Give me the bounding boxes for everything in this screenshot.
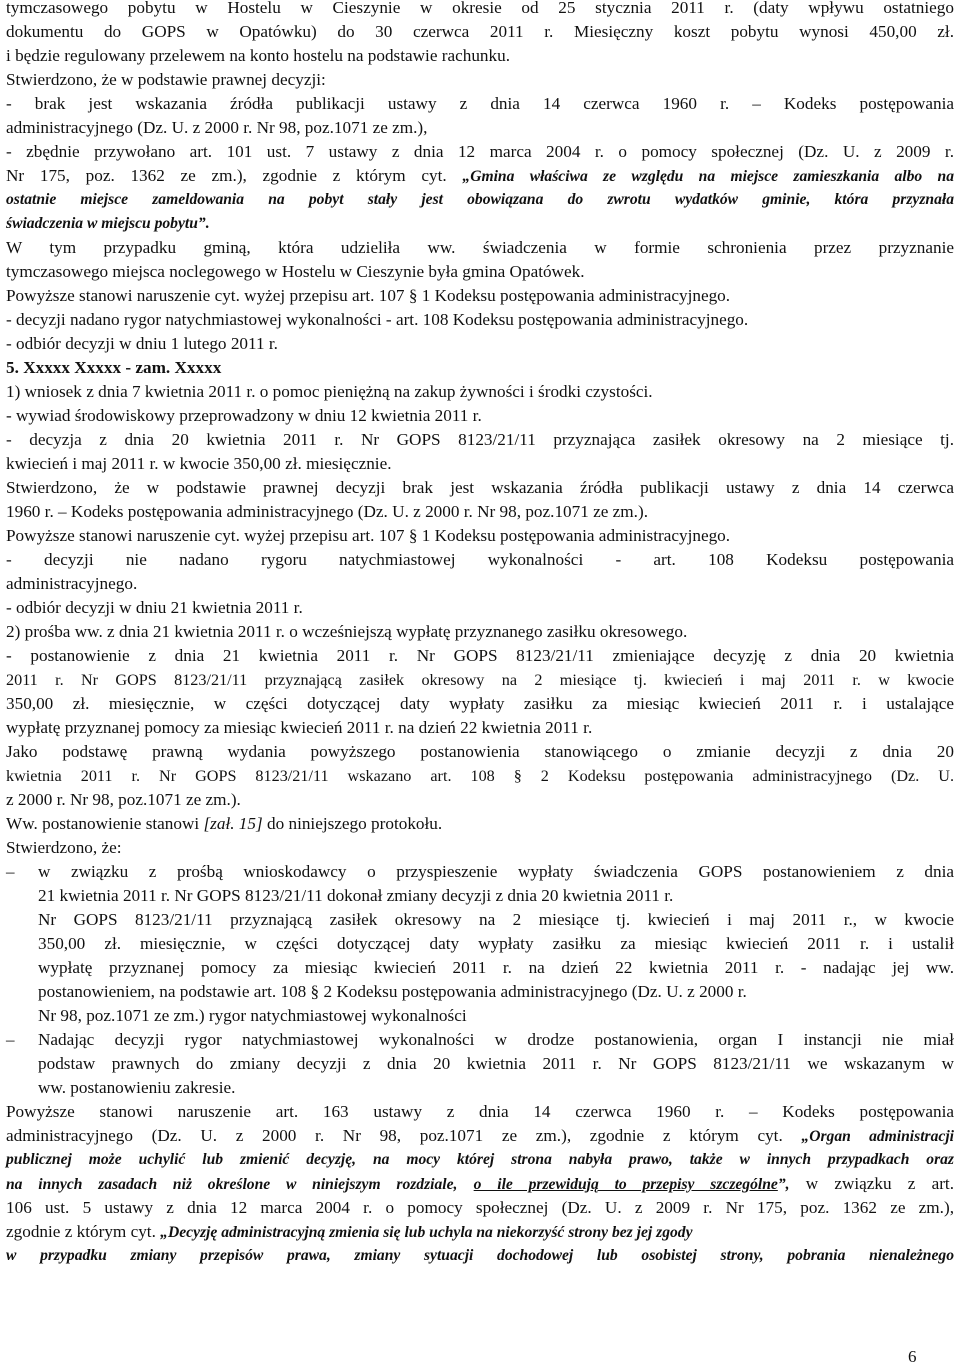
text-line: [6, 1220, 954, 1244]
text-line: - brak jest wskazania źródła publikacji ustawy z dnia 14 czerwca 1960 r. – Kodeks postępowania: [6, 94, 954, 113]
text-line: Jako podstawę prawną wydania powyższego postanowienia stanowiącego o zmianie decyzji z dnia 20: [6, 742, 954, 761]
text-run: zgodnie z którym cyt.: [6, 1222, 156, 1241]
text-line: W tym przypadku gminą, która udzieliła ww. świadczenia w formie schronienia przez przyznanie: [6, 238, 954, 257]
text-line: Stwierdzono, że w podstawie prawnej decyzji:: [6, 70, 326, 89]
quote-text: „Gmina właściwa ze względu na miejsce zamieszkania albo na: [462, 168, 954, 185]
text-line: - odbiór decyzji w dniu 21 kwietnia 2011 r.: [6, 598, 303, 617]
text-line: tymczasowego pobytu w Hostelu w Cieszynie w okresie od 25 stycznia 2011 r. (daty wpływu ostatniego: [6, 0, 954, 17]
attachment-ref: [zał. 15]: [203, 814, 263, 833]
quote-line: świadczenia w miejscu pobytu”.: [6, 215, 210, 232]
list-item-line: postanowieniem, na podstawie art. 108 § 2 Kodeksu postępowania administracyjnego (Dz. U. z 2000 r.: [38, 982, 747, 1001]
list-item-line: Nr GOPS 8123/21/11 przyznającą zasiłek okresowy na 2 miesiące tj. kwiecień i maj 2011 r., w kwocie: [38, 910, 954, 929]
text-line: - decyzji nadano rygor natychmiastowej wykonalności - art. 108 Kodeksu postępowania administracyjnego.: [6, 310, 749, 329]
quote-text: ”,: [777, 1176, 790, 1193]
quote-line: ostatnie miejsce zameldowania na pobyt stały jest obowiązana do zwrotu wydatków gminie, która przyznała: [6, 191, 954, 208]
text-line: kwietnia 2011 r. Nr GOPS 8123/21/11 wskazano art. 108 § 2 Kodeksu postępowania administracyjnego (Dz. U.: [6, 767, 954, 785]
list-dash: –: [6, 862, 15, 881]
text-line: Powyższe stanowi naruszenie art. 163 ustawy z dnia 14 czerwca 1960 r. – Kodeks postępowania: [6, 1102, 954, 1121]
list-dash: –: [6, 1030, 15, 1049]
text-line: i będzie regulowany przelewem na konto hostelu na podstawie rachunku.: [6, 46, 511, 65]
quote-text: na innych zasadach niż określone w niniejszym rozdziale,: [6, 1176, 458, 1193]
text-line: 2) prośba ww. z dnia 21 kwietnia 2011 r. o wcześniejszą wypłatę przyznanego zasiłku okresowego.: [6, 622, 688, 641]
text-line: [6, 812, 954, 836]
list-item-line: w związku z prośbą wnioskodawcy o przyspieszenie wypłaty świadczenia GOPS postanowieniem z dnia: [38, 862, 954, 881]
list-item-line: Nr 98, poz.1071 ze zm.) rygor natychmiastowej wykonalności: [38, 1006, 467, 1025]
text-run: Nr 175, poz. 1362 ze zm.), zgodnie z którym cyt.: [6, 166, 447, 185]
text-run: w związku z art.: [805, 1174, 954, 1193]
text-line: tymczasowego miejsca noclegowego w Hostelu w Cieszynie była gmina Opatówek.: [6, 262, 585, 281]
text-line: 350,00 zł. miesięcznie, w części dotyczącej daty wypłaty zasiłku za miesiąc kwiecień 2011 r. i ustalające: [6, 694, 954, 713]
text-line: Powyższe stanowi naruszenie cyt. wyżej przepisu art. 107 § 1 Kodeksu postępowania administracyjnego.: [6, 526, 731, 545]
text-line: [6, 1172, 954, 1196]
text-line: Powyższe stanowi naruszenie cyt. wyżej przepisu art. 107 § 1 Kodeksu postępowania administracyjnego.: [6, 286, 731, 305]
list-item-line: Nadając decyzji rygor natychmiastowej wykonalności w drodze postanowienia, organ I instancji nie miał: [38, 1030, 954, 1049]
text-line: - odbiór decyzji w dniu 1 lutego 2011 r.: [6, 334, 278, 353]
text-line: administracyjnego.: [6, 574, 138, 593]
text-line: wypłatę przyznanej pomocy za miesiąc kwiecień 2011 r. na dzień 22 kwietnia 2011 r.: [6, 718, 593, 737]
section-heading: 5. Xxxxx Xxxxx - zam. Xxxxx: [6, 358, 222, 377]
text-line: 1960 r. – Kodeks postępowania administracyjnego (Dz. U. z 2000 r. Nr 98, poz.1071 ze zm.).: [6, 502, 648, 521]
list-item-line: podstaw prawnych do zmiany decyzji z dnia 20 kwietnia 2011 r. Nr GOPS 8123/21/11 we wskazanym w: [38, 1054, 954, 1073]
quote-text: „Organ administracji: [801, 1128, 954, 1145]
text-run: administracyjnego (Dz. U. z 2000 r. Nr 98, poz.1071 ze zm.), zgodnie z którym cyt.: [6, 1126, 783, 1145]
text-line: - decyzja z dnia 20 kwietnia 2011 r. Nr GOPS 8123/21/11 przyznająca zasiłek okresowy na 2 miesiące tj.: [6, 430, 954, 449]
text-line: kwiecień i maj 2011 r. w kwocie 350,00 zł. miesięcznie.: [6, 454, 392, 473]
text-run: Ww. postanowienie stanowi: [6, 814, 200, 833]
quote-text: „Decyzję administracyjną zmienia się lub uchyla na niekorzyść strony bez jej zgody: [160, 1224, 693, 1241]
list-item-line: 21 kwietnia 2011 r. Nr GOPS 8123/21/11 dokonał zmiany decyzji z dnia 20 kwietnia 2011 r.: [38, 886, 674, 905]
list-item-line: 350,00 zł. miesięcznie, w części dotyczącej daty wypłaty zasiłku za miesiąc kwiecień 2011 r. i ustalił: [38, 934, 954, 953]
text-run: do niniejszego protokołu.: [266, 814, 443, 833]
text-line: - postanowienie z dnia 21 kwietnia 2011 r. Nr GOPS 8123/21/11 zmieniające decyzję z dnia 20 kwietnia: [6, 646, 954, 665]
quote-line: w przypadku zmiany przepisów prawa, zmiany sytuacji dochodowej lub osobistej strony, pobrania nienależnego: [6, 1247, 954, 1264]
text-line: - zbędnie przywołano art. 101 ust. 7 ustawy z dnia 12 marca 2004 r. o pomocy społecznej (Dz. U. z 2009 r.: [6, 142, 954, 161]
page-number: 6: [908, 1347, 917, 1366]
text-line: 1) wniosek z dnia 7 kwietnia 2011 r. o pomoc pieniężną na zakup żywności i środki czystości.: [6, 382, 653, 401]
text-line: z 2000 r. Nr 98, poz.1071 ze zm.).: [6, 790, 241, 809]
list-item-line: ww. postanowieniu zakresie.: [38, 1078, 236, 1097]
quote-underlined: o ile przewidują to przepisy szczególne: [473, 1176, 778, 1193]
text-line: Stwierdzono, że:: [6, 838, 122, 857]
text-line: dokumentu do GOPS w Opatówku) do 30 czerwca 2011 r. Miesięczny koszt pobytu wynosi 450,00 zł.: [6, 22, 954, 41]
text-line: [6, 1124, 954, 1148]
text-line: - wywiad środowiskowy przeprowadzony w dniu 12 kwietnia 2011 r.: [6, 406, 482, 425]
text-line: administracyjnego (Dz. U. z 2000 r. Nr 98, poz.1071 ze zm.),: [6, 118, 428, 137]
quote-line: publicznej może uchylić lub zmienić decyzję, na mocy której strona nabyła prawo, także w innych przypadkach oraz: [6, 1151, 954, 1168]
text-line: 106 ust. 5 ustawy z dnia 12 marca 2004 r. o pomocy społecznej (Dz. U. z 2009 r. Nr 175, poz. 1362 ze zm.),: [6, 1198, 954, 1217]
text-line: 2011 r. Nr GOPS 8123/21/11 przyznającą zasiłek okresowy na 2 miesiące tj. kwiecień i maj 2011 r. w kwocie: [6, 671, 954, 689]
text-line: - decyzji nie nadano rygoru natychmiastowej wykonalności - art. 108 Kodeksu postępowania: [6, 550, 954, 569]
text-line: [6, 164, 954, 188]
list-item-line: wypłatę przyznanej pomocy za miesiąc kwiecień 2011 r. na dzień 22 kwietnia 2011 r. - nadając jej ww.: [38, 958, 954, 977]
text-line: Stwierdzono, że w podstawie prawnej decyzji brak jest wskazania źródła publikacji ustawy z dnia 14 czerwca: [6, 478, 954, 497]
